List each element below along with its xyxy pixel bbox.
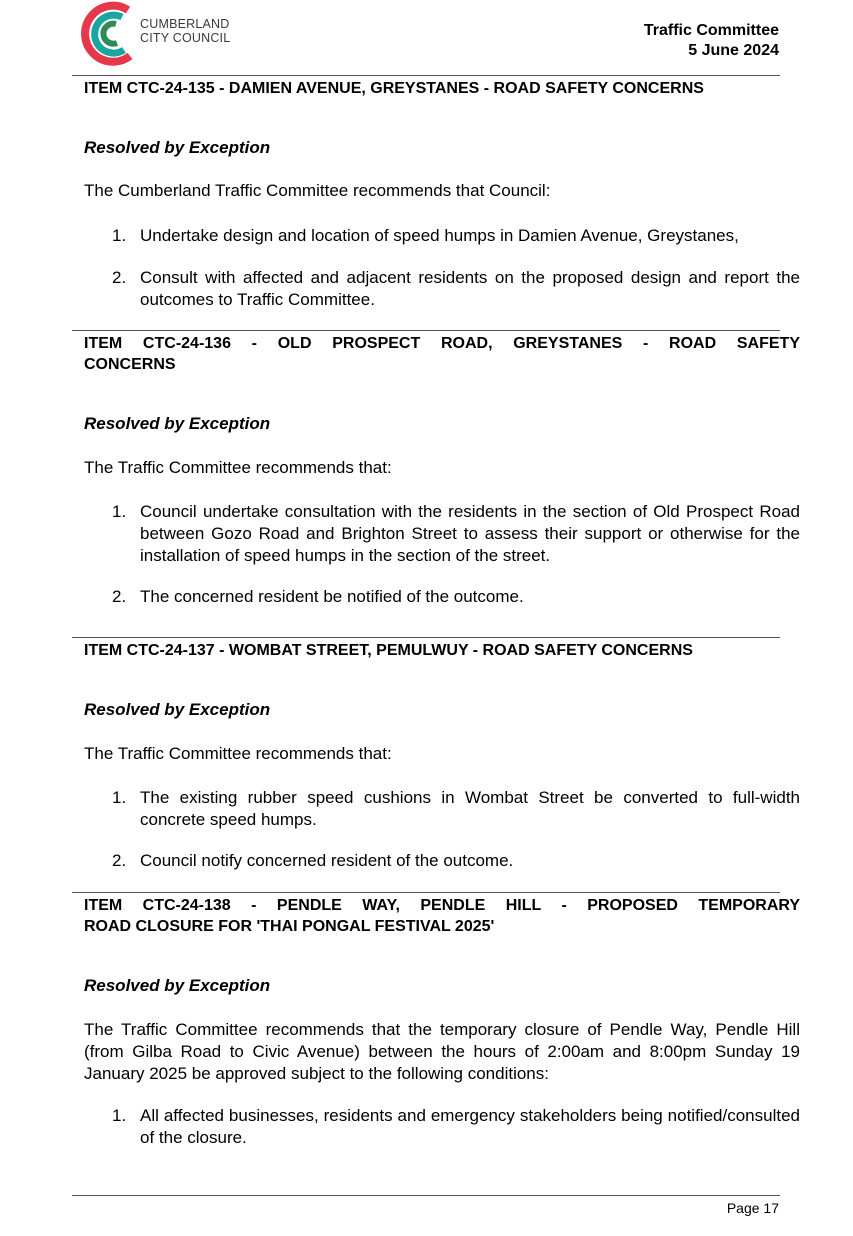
recommendation-intro: The Traffic Committee recommends that:	[84, 744, 392, 763]
item-title-line1: ITEM CTC-24-138 - PENDLE WAY, PENDLE HILL - PROPOSED TEMPORARY	[84, 897, 800, 914]
logo-text-line1: CUMBERLAND	[140, 17, 230, 31]
section-divider	[72, 330, 780, 331]
list-item	[112, 225, 800, 247]
document-header	[644, 21, 779, 61]
page-number: Page 17	[726, 1200, 779, 1216]
section-divider	[72, 637, 780, 638]
list-text: Consult with affected and adjacent residents on the proposed design and report the outcomes to Traffic Committee.	[140, 268, 800, 309]
list-text: The concerned resident be notified of the outcome.	[140, 587, 524, 606]
item-title-line1: ITEM CTC-24-136 - OLD PROSPECT ROAD, GREYSTANES - ROAD SAFETY	[84, 335, 800, 352]
list-text: Council undertake consultation with the residents in the section of Old Prospect Road between Gozo Road and Brighton Street to assess their support or otherwise for the installation of speed humps in the section of the street.	[140, 502, 800, 565]
item-title: ITEM CTC-24-137 - WOMBAT STREET, PEMULWUY - ROAD SAFETY CONCERNS	[84, 642, 693, 659]
list-item	[112, 267, 800, 311]
council-logo-icon	[76, 0, 138, 66]
committee-name: Traffic Committee	[643, 22, 779, 39]
meeting-date: 5 June 2024	[688, 42, 779, 59]
item-title-line2: CONCERNS	[84, 356, 176, 373]
list-text: Council notify concerned resident of the outcome.	[140, 851, 514, 870]
list-number: 1.	[112, 502, 127, 521]
resolved-label: Resolved by Exception	[84, 700, 271, 719]
resolved-label: Resolved by Exception	[84, 414, 271, 433]
list-number: 2.	[112, 587, 127, 606]
recommendation-intro: The Traffic Committee recommends that:	[84, 458, 392, 477]
item-title: ITEM CTC-24-135 - DAMIEN AVENUE, GREYSTANES - ROAD SAFETY CONCERNS	[84, 80, 704, 97]
list-item	[112, 787, 800, 831]
list-text: Undertake design and location of speed humps in Damien Avenue, Greystanes,	[140, 226, 739, 245]
list-number: 1.	[112, 226, 127, 245]
footer-divider	[72, 1195, 780, 1196]
recommendation-intro: The Traffic Committee recommends that the temporary closure of Pendle Way, Pendle Hill (from Gilba Road to Civic Avenue) between the hours of 2:00am and 8:00pm Sunday 19 January 2025 be approved subject to the following conditions:	[84, 1020, 800, 1083]
list-number: 2.	[112, 851, 127, 870]
list-item	[112, 501, 800, 567]
item-title	[84, 895, 800, 937]
recommendation-intro: The Cumberland Traffic Committee recommends that Council:	[84, 181, 551, 200]
list-number: 1.	[112, 1106, 127, 1125]
section-divider	[72, 892, 780, 893]
list-text: All affected businesses, residents and emergency stakeholders being notified/consulted of the closure.	[140, 1106, 800, 1147]
resolved-label: Resolved by Exception	[84, 976, 271, 995]
council-logo	[76, 0, 246, 66]
list-number: 1.	[112, 788, 127, 807]
list-item	[112, 850, 800, 872]
section-divider	[72, 75, 780, 76]
logo-text-line2: CITY COUNCIL	[140, 31, 231, 45]
list-item	[112, 586, 800, 608]
item-title	[84, 333, 800, 375]
list-item	[112, 1105, 800, 1149]
resolved-label: Resolved by Exception	[84, 138, 271, 157]
list-number: 2.	[112, 268, 127, 287]
list-text: The existing rubber speed cushions in Wombat Street be converted to full-width concrete speed humps.	[140, 788, 800, 829]
item-title-line2: ROAD CLOSURE FOR 'THAI PONGAL FESTIVAL 2025'	[84, 918, 495, 935]
